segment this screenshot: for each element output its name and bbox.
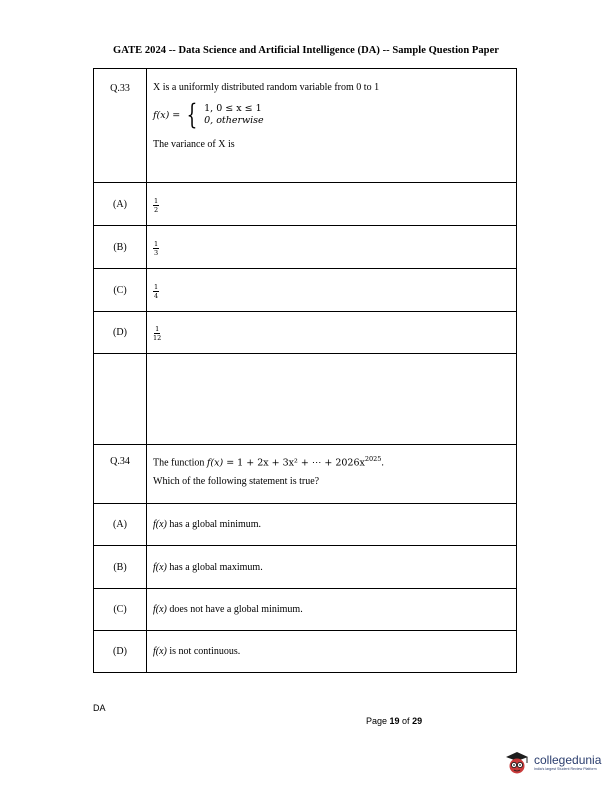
page-number: Page 19 of 29 xyxy=(366,716,423,726)
option-label: (A) xyxy=(94,183,147,226)
question-number: Q.34 xyxy=(94,445,147,504)
question-number: Q.33 xyxy=(94,69,147,183)
question-prompt: Which of the following statement is true? xyxy=(153,476,320,488)
option-fraction: $\frac{1}{4}$ xyxy=(154,282,159,300)
option-label: (C) xyxy=(94,269,147,312)
option-row xyxy=(94,312,517,354)
option-row xyxy=(94,269,517,312)
collegedunia-logo xyxy=(503,751,601,775)
option-fraction: $\frac{1}{3}$ xyxy=(154,239,159,257)
option-text: f(x) has a global minimum. xyxy=(147,504,517,546)
option-row xyxy=(94,226,517,269)
option-text: f(x) does not have a global minimum. xyxy=(147,589,517,631)
option-text: f(x) is not continuous. xyxy=(147,631,517,673)
option-label: (B) xyxy=(94,546,147,589)
question-34-table xyxy=(93,444,517,673)
option-row xyxy=(94,546,517,589)
question-33-table xyxy=(93,68,517,445)
option-label: (B) xyxy=(94,226,147,269)
option-row xyxy=(94,589,517,631)
page-header: GATE 2024 -- Data Science and Artificial Intelligence (DA) -- Sample Question Paper xyxy=(113,45,499,56)
option-row xyxy=(94,504,517,546)
function-case-1: 1, 0 ≤ x ≤ 1 xyxy=(204,103,262,114)
question-33-body xyxy=(147,69,517,183)
option-label: (C) xyxy=(94,589,147,631)
blank-row xyxy=(94,354,517,445)
question-statement: The function f(x) = 1 + 2x + 3x² + ⋯ + $2026x^{2025}$. xyxy=(153,455,384,469)
function-lhs: f(x) = xyxy=(153,109,181,121)
option-label: (A) xyxy=(94,504,147,546)
option-fraction: $\frac{1}{2}$ xyxy=(154,196,159,214)
question-33-row xyxy=(94,69,517,183)
graduate-mascot-icon xyxy=(503,751,531,775)
option-label: (D) xyxy=(94,312,147,354)
question-34-body xyxy=(147,445,517,504)
option-label: (D) xyxy=(94,631,147,673)
footer-subject-code: DA xyxy=(93,703,106,713)
option-fraction: $\frac{1}{12}$ xyxy=(153,325,162,342)
logo-tagline: India's largest Student Review Platform xyxy=(534,767,597,771)
left-brace-icon: { xyxy=(186,98,198,131)
option-row xyxy=(94,631,517,673)
function-case-2: 0, otherwise xyxy=(204,115,264,126)
question-prompt: The variance of X is xyxy=(153,139,235,150)
piecewise-function xyxy=(153,98,516,131)
option-row xyxy=(94,183,517,226)
option-text: f(x) has a global maximum. xyxy=(147,546,517,589)
logo-name: collegedunia xyxy=(534,753,602,767)
question-34-row xyxy=(94,445,517,504)
question-statement: X is a uniformly distributed random variable from 0 to 1 xyxy=(153,82,380,93)
